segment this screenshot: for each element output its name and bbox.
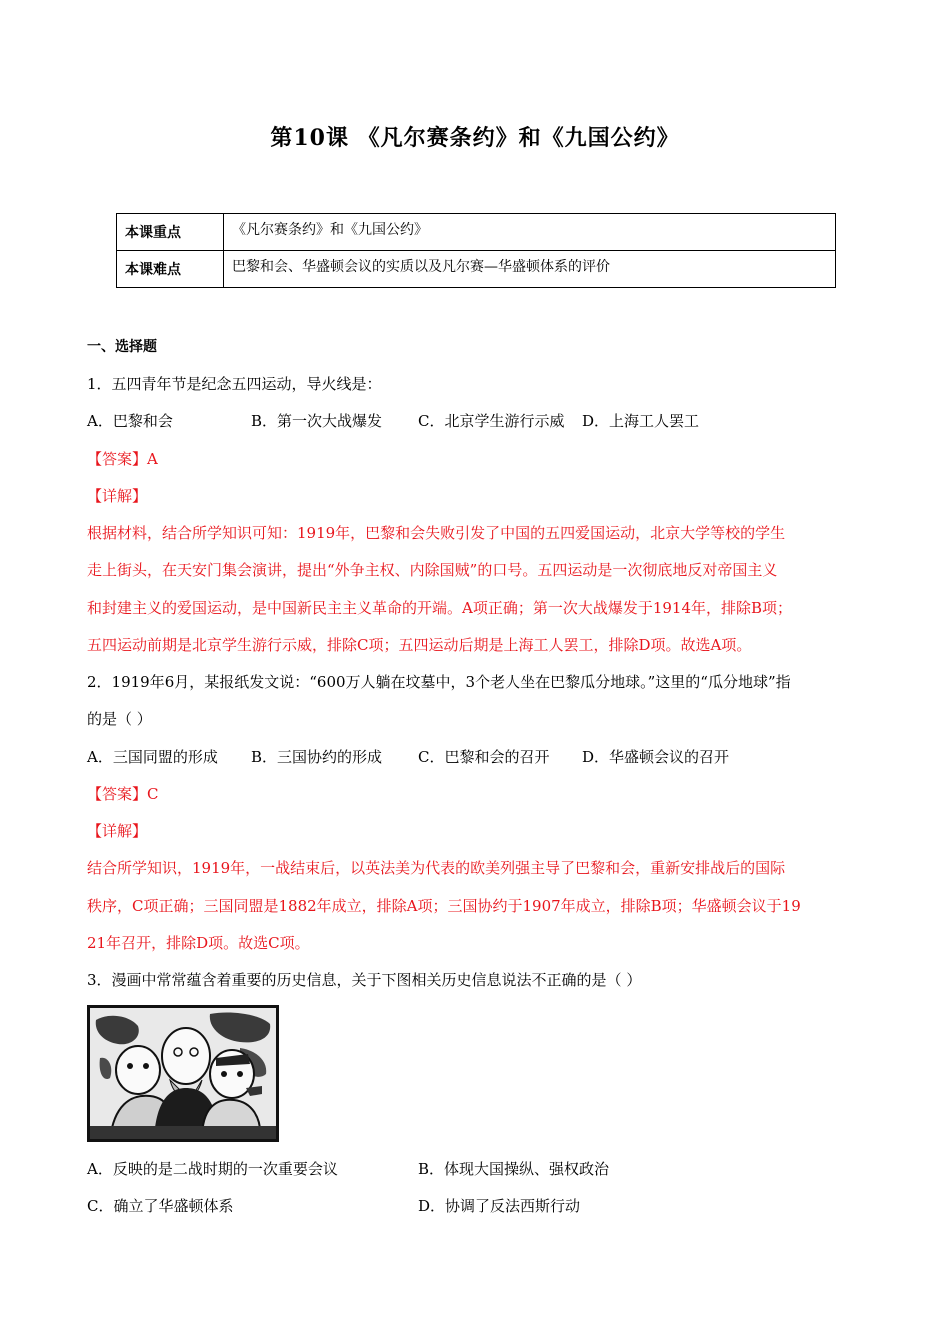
difficulty-value: 巴黎和会、华盛顿会议的实质以及凡尔赛—华盛顿体系的评价 bbox=[224, 251, 836, 288]
q2-option-d: D．华盛顿会议的召开 bbox=[582, 748, 730, 766]
q1-detail-line: 根据材料，结合所学知识可知：1919年，巴黎和会失败引发了中国的五四爱国运动，北京大学等校的学生 bbox=[87, 524, 786, 542]
q1-detail-line: 五四运动前期是北京学生游行示威，排除C项；五四运动后期是上海工人罢工，排除D项。故选A项。 bbox=[87, 636, 752, 654]
focus-value: 《凡尔赛条约》和《九国公约》 bbox=[224, 214, 836, 251]
q3-option-d: D．协调了反法西斯行动 bbox=[418, 1197, 581, 1215]
page-title: 第10课 《凡尔赛条约》和《九国公约》 bbox=[270, 125, 680, 151]
q1-option-b: B．第一次大战爆发 bbox=[251, 412, 383, 430]
q2-detail-line: 21年召开，排除D项。故选C项。 bbox=[87, 934, 310, 952]
q3-option-c: C．确立了华盛顿体系 bbox=[87, 1197, 234, 1215]
lesson-focus-table bbox=[116, 213, 836, 288]
table-row bbox=[117, 214, 836, 251]
difficulty-label: 本课难点 bbox=[117, 251, 224, 288]
focus-label: 本课重点 bbox=[117, 214, 224, 251]
q2-detail-line: 秩序，C项正确；三国同盟是1882年成立，排除A项；三国协约于1907年成立，排除B项；华盛顿会议于19 bbox=[87, 897, 801, 915]
table-row bbox=[117, 251, 836, 288]
cartoon-drawing bbox=[90, 1008, 276, 1139]
q1-detail-line: 走上街头，在天安门集会演讲，提出“外争主权、内除国贼”的口号。五四运动是一次彻底地反对帝国主义 bbox=[87, 561, 778, 579]
q1-detail-label: 【详解】 bbox=[87, 487, 148, 505]
question-2-stem: 的是（ ） bbox=[87, 710, 152, 728]
question-1-stem: 1．五四青年节是纪念五四运动，导火线是： bbox=[87, 375, 382, 393]
q3-option-a: A．反映的是二战时期的一次重要会议 bbox=[87, 1160, 338, 1178]
q1-option-c: C．北京学生游行示威 bbox=[418, 412, 565, 430]
question-2-stem: 2．1919年6月，某报纸发文说：“600万人躺在坟墓中，3个老人坐在巴黎瓜分地球。”这里的“瓜分地球”指 bbox=[87, 673, 791, 691]
q2-option-a: A．三国同盟的形成 bbox=[87, 748, 218, 766]
q2-detail-line: 结合所学知识，1919年，一战结束后，以英法美为代表的欧美列强主导了巴黎和会，重新安排战后的国际 bbox=[87, 859, 786, 877]
question-3-stem: 3．漫画中常常蕴含着重要的历史信息，关于下图相关历史信息说法不正确的是（ ） bbox=[87, 971, 642, 989]
q3-option-b: B．体现大国操纵、强权政治 bbox=[418, 1160, 610, 1178]
q1-answer: 【答案】A bbox=[87, 450, 158, 468]
q1-detail-line: 和封建主义的爱国运动，是中国新民主主义革命的开端。A项正确；第一次大战爆发于1914年，排除B项； bbox=[87, 599, 793, 617]
q2-detail-label: 【详解】 bbox=[87, 822, 148, 840]
section-title: 一、选择题 bbox=[87, 339, 157, 355]
q1-option-d: D．上海工人罢工 bbox=[582, 412, 700, 430]
q1-option-a: A．巴黎和会 bbox=[87, 412, 173, 430]
q2-answer: 【答案】C bbox=[87, 785, 159, 803]
cartoon-image bbox=[87, 1005, 279, 1142]
q2-option-b: B．三国协约的形成 bbox=[251, 748, 383, 766]
q2-option-c: C．巴黎和会的召开 bbox=[418, 748, 550, 766]
